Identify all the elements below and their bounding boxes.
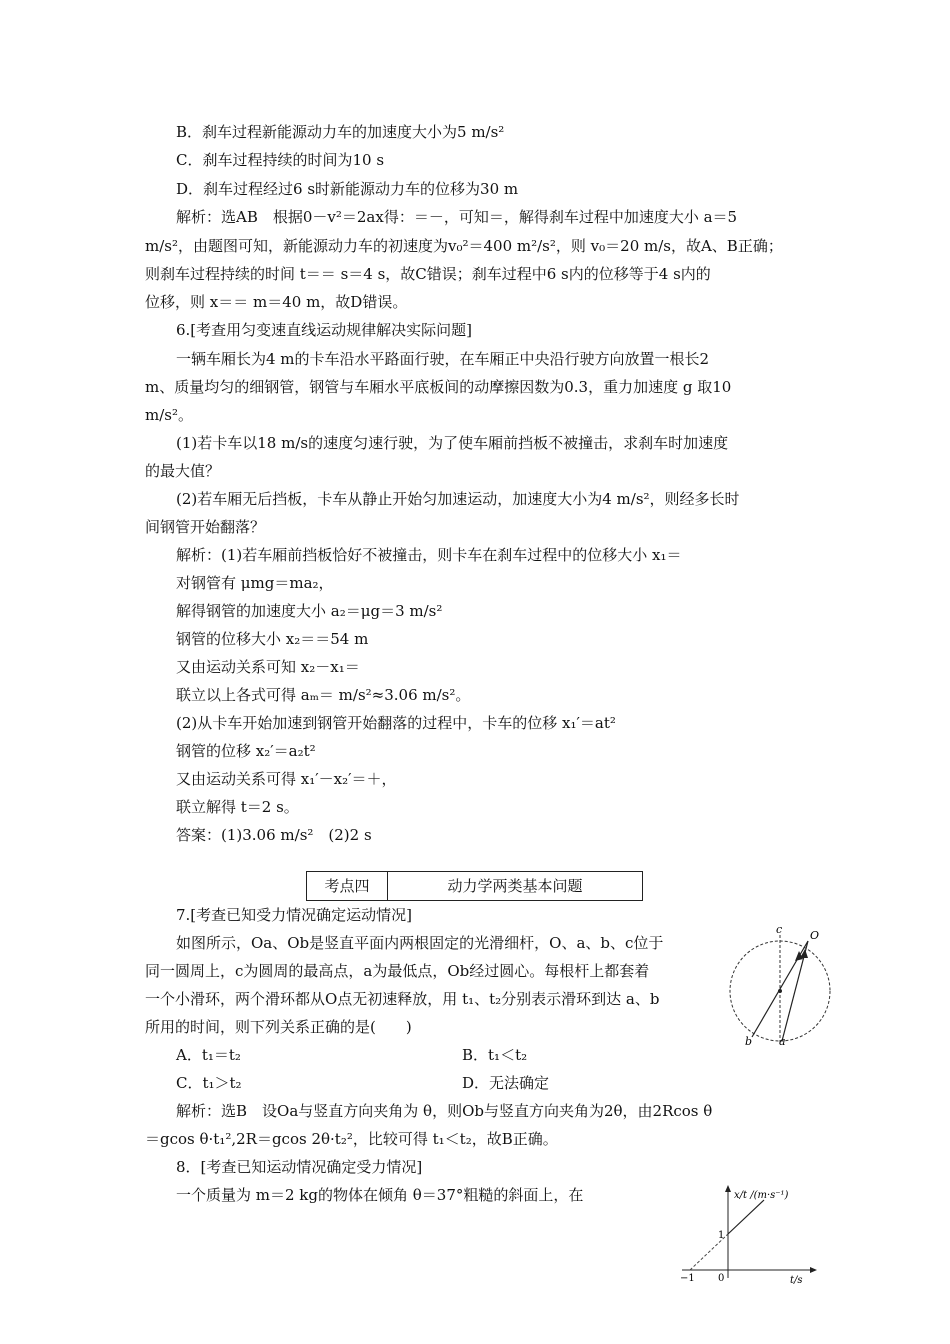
option-c-line: C．刹车过程持续的时间为10 s (176, 151, 385, 169)
question-text: 一辆车厢长为4 m的卡车沿水平路面行驶，在车厢正中央沿行驶方向放置一根长2 (176, 350, 710, 368)
option-c: C．t₁＞t₂ (176, 1074, 242, 1092)
x-axis-arrow (810, 1267, 817, 1273)
question-text: 如图所示，Oa、Ob是竖直平面内两根固定的光滑细杆，O、a、b、c位于 (176, 934, 664, 952)
label-o: O (810, 929, 820, 942)
solution-line: 联立以上各式可得 aₘ＝ m/s²≈3.06 m/s²。 (176, 686, 471, 704)
question-heading: 8．[考查已知运动情况确定受力情况] (176, 1158, 423, 1176)
label-a: a (779, 1035, 786, 1045)
question-text: 一个质量为 m＝2 kg的物体在倾角 θ＝37°粗糙的斜面上，在 (176, 1186, 584, 1204)
option-d: D．无法确定 (462, 1074, 550, 1092)
section-label: 考点四 (307, 872, 388, 900)
option-b-line: B．刹车过程新能源动力车的加速度大小为5 m/s² (176, 123, 505, 141)
solution-line: 解析：(1)若车厢前挡板恰好不被撞击，则卡车在刹车过程中的位移大小 x₁＝ (176, 546, 682, 564)
subquestion-2: 间钢管开始翻落？ (145, 518, 266, 536)
option-d-line: D．刹车过程经过6 s时新能源动力车的位移为30 m (176, 180, 519, 198)
subquestion-1: 的最大值？ (145, 462, 221, 480)
solution-line: 又由运动关系可知 x₂－x₁＝ (176, 658, 360, 676)
analysis-line: ＝gcos θ·t₁²,2R＝gcos 2θ·t₂²，比较可得 t₁＜t₂，故B正确。 (145, 1130, 558, 1148)
center-dot (778, 989, 782, 993)
y-tick-1: 1 (718, 1230, 725, 1241)
question-text: 所用的时间，则下列关系正确的是( ) (145, 1018, 412, 1036)
analysis-line: 解析：选B 设Oa与竖直方向夹角为 θ，则Ob与竖直方向夹角为2θ，由2Rcos θ (176, 1102, 713, 1120)
analysis-line: m/s²，由题图可知，新能源动力车的初速度为v₀²＝400 m²/s²，则 v₀＝20 m/s，故A、B正确； (145, 237, 783, 255)
subquestion-2: (2)若车厢无后挡板，卡车从静止开始匀加速运动，加速度大小为4 m/s²，则经多长时 (176, 490, 740, 508)
question-text: m/s²。 (145, 406, 193, 424)
analysis-line: 则刹车过程持续的时间 t＝＝ s＝4 s，故C错误；刹车过程中6 s内的位移等于4 s内的 (145, 265, 711, 283)
origin-label: 0 (718, 1273, 725, 1284)
data-line (728, 1200, 764, 1234)
solution-line: 钢管的位移 x₂′＝a₂t² (176, 742, 316, 760)
circle-rods-figure (725, 925, 835, 1045)
solution-line: 联立解得 t＝2 s。 (176, 798, 299, 816)
x-axis-label: t/s (790, 1275, 803, 1286)
question-heading: 6.[考查用匀变速直线运动规律解决实际问题] (176, 321, 473, 339)
solution-line: 对钢管有 μmg＝ma₂， (176, 574, 334, 592)
option-b: B．t₁＜t₂ (462, 1046, 528, 1064)
question-text: 一个小滑环，两个滑环都从O点无初速释放，用 t₁、t₂分别表示滑环到达 a、b (145, 990, 660, 1008)
solution-line: 钢管的位移大小 x₂＝＝54 m (176, 630, 369, 648)
y-axis-label: x/t /(m·s⁻¹) (734, 1190, 789, 1201)
xt-graph-figure (678, 1182, 818, 1286)
answer-line: 答案：(1)3.06 m/s² (2)2 s (176, 826, 372, 844)
option-a: A．t₁＝t₂ (176, 1046, 241, 1064)
question-text: 同一圆周上，c为圆周的最高点，a为最低点，Ob经过圆心。每根杆上都套着 (145, 962, 650, 980)
question-text: m、质量均匀的细钢管，钢管与车厢水平底板间的动摩擦因数为0.3，重力加速度 g 取10 (145, 378, 732, 396)
label-c: c (776, 925, 783, 936)
question-heading: 7.[考查已知受力情况确定运动情况] (176, 906, 413, 924)
solution-line: 又由运动关系可得 x₁′－x₂′＝＋， (176, 770, 397, 788)
solution-line: (2)从卡车开始加速到钢管开始翻落的过程中，卡车的位移 x₁′＝at² (176, 714, 616, 732)
label-b: b (745, 1035, 753, 1045)
analysis-line: 解析：选AB 根据0－v²＝2ax得：＝－，可知＝，解得刹车过程中加速度大小 a＝5 (176, 208, 738, 226)
subquestion-1: (1)若卡车以18 m/s的速度匀速行驶，为了使车厢前挡板不被撞击，求刹车时加速度 (176, 434, 729, 452)
analysis-line: 位移，则 x＝＝ m＝40 m，故D错误。 (145, 293, 408, 311)
y-axis-arrow (725, 1185, 731, 1192)
solution-line: 解得钢管的加速度大小 a₂＝μg＝3 m/s² (176, 602, 443, 620)
x-tick-neg1: −1 (680, 1273, 695, 1284)
section-title: 动力学两类基本问题 (447, 877, 583, 895)
section-header-box (306, 871, 643, 901)
